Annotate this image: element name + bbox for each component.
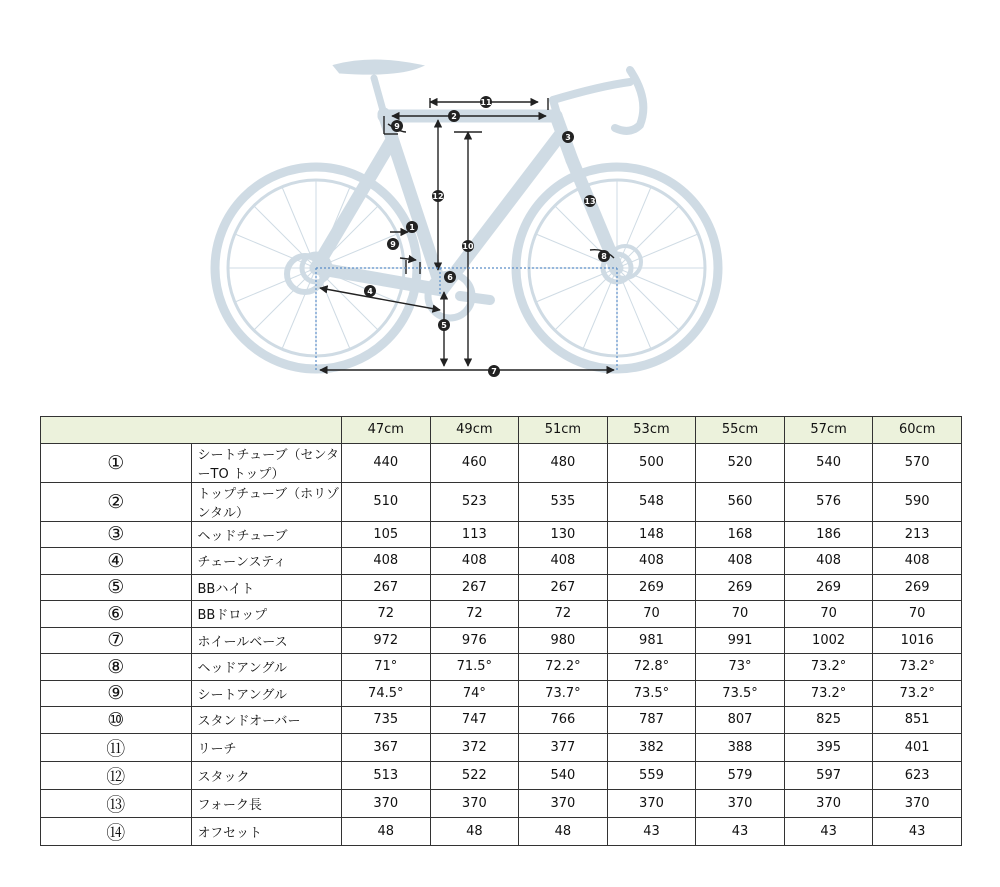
svg-text:11: 11	[480, 98, 492, 107]
table-cell: 440	[342, 443, 431, 482]
table-cell: 408	[519, 548, 608, 575]
table-cell: 48	[430, 817, 519, 845]
row-label: ヘッドアングル	[191, 654, 342, 681]
row-number: ⑨	[41, 680, 192, 707]
header-corner	[41, 417, 342, 444]
table-cell: 73.2°	[873, 680, 962, 707]
size-header: 60cm	[873, 417, 962, 444]
marker-2	[448, 110, 460, 122]
row-label: スタック	[191, 761, 342, 789]
table-cell: 43	[607, 817, 696, 845]
table-cell: 1002	[784, 627, 873, 654]
table-cell: 807	[696, 707, 785, 734]
row-label: オフセット	[191, 817, 342, 845]
svg-text:9: 9	[390, 240, 396, 249]
table-cell: 766	[519, 707, 608, 734]
row-label: チェーンスティ	[191, 548, 342, 575]
row-number: ⑫	[41, 761, 192, 789]
table-cell: 370	[784, 789, 873, 817]
table-cell: 370	[607, 789, 696, 817]
svg-text:12: 12	[432, 192, 444, 201]
table-cell: 168	[696, 521, 785, 548]
table-row	[41, 707, 962, 734]
table-cell: 73.2°	[873, 654, 962, 681]
table-cell: 991	[696, 627, 785, 654]
table-cell: 597	[784, 761, 873, 789]
table-cell: 370	[430, 789, 519, 817]
table-cell: 213	[873, 521, 962, 548]
table-cell: 72	[342, 601, 431, 628]
table-cell: 825	[784, 707, 873, 734]
table-cell: 367	[342, 733, 431, 761]
row-number: ⑥	[41, 601, 192, 628]
row-label: ホイールベース	[191, 627, 342, 654]
table-cell: 480	[519, 443, 608, 482]
table-cell: 269	[784, 574, 873, 601]
geometry-table	[40, 416, 962, 846]
table-row	[41, 817, 962, 845]
row-number: ②	[41, 482, 192, 521]
table-cell: 105	[342, 521, 431, 548]
table-cell: 269	[696, 574, 785, 601]
table-row	[41, 789, 962, 817]
table-cell: 73.5°	[607, 680, 696, 707]
table-cell: 520	[696, 443, 785, 482]
table-cell: 980	[519, 627, 608, 654]
size-header: 49cm	[430, 417, 519, 444]
svg-text:10: 10	[462, 242, 474, 251]
table-row	[41, 574, 962, 601]
table-cell: 71.5°	[430, 654, 519, 681]
table-cell: 74.5°	[342, 680, 431, 707]
table-row	[41, 627, 962, 654]
table-cell: 513	[342, 761, 431, 789]
table-cell: 269	[607, 574, 696, 601]
table-cell: 408	[784, 548, 873, 575]
table-cell: 401	[873, 733, 962, 761]
table-cell: 372	[430, 733, 519, 761]
table-row	[41, 482, 962, 521]
table-cell: 976	[430, 627, 519, 654]
table-cell: 972	[342, 627, 431, 654]
table-cell: 48	[519, 817, 608, 845]
table-cell: 981	[607, 627, 696, 654]
marker-12	[432, 190, 444, 202]
table-cell: 559	[607, 761, 696, 789]
row-label: ヘッドチューブ	[191, 521, 342, 548]
table-cell: 370	[696, 789, 785, 817]
marker-5	[438, 319, 450, 331]
svg-text:8: 8	[601, 252, 607, 261]
row-label: BBドロップ	[191, 601, 342, 628]
marker-7	[488, 365, 500, 377]
header-row	[41, 417, 962, 444]
table-cell: 523	[430, 482, 519, 521]
svg-text:7: 7	[491, 367, 497, 376]
svg-text:9: 9	[394, 122, 400, 131]
marker-4	[364, 285, 376, 297]
table-cell: 72	[430, 601, 519, 628]
table-cell: 148	[607, 521, 696, 548]
table-cell: 70	[784, 601, 873, 628]
row-label: リーチ	[191, 733, 342, 761]
table-cell: 70	[873, 601, 962, 628]
row-number: ⑤	[41, 574, 192, 601]
row-number: ⑬	[41, 789, 192, 817]
table-row	[41, 601, 962, 628]
svg-text:5: 5	[441, 321, 447, 330]
table-cell: 388	[696, 733, 785, 761]
table-cell: 73.2°	[784, 680, 873, 707]
row-number: ⑧	[41, 654, 192, 681]
table-cell: 73°	[696, 654, 785, 681]
table-cell: 590	[873, 482, 962, 521]
size-header: 51cm	[519, 417, 608, 444]
marker-9-bottom	[387, 238, 399, 250]
table-cell: 408	[607, 548, 696, 575]
table-cell: 186	[784, 521, 873, 548]
table-cell: 1016	[873, 627, 962, 654]
table-cell: 48	[342, 817, 431, 845]
table-cell: 560	[696, 482, 785, 521]
size-header: 57cm	[784, 417, 873, 444]
bike-geometry-diagram	[0, 0, 1000, 400]
row-label: トップチューブ（ホリゾンタル）	[191, 482, 342, 521]
bike-silhouette	[215, 61, 718, 369]
table-cell: 113	[430, 521, 519, 548]
row-number: ⑩	[41, 707, 192, 734]
table-cell: 269	[873, 574, 962, 601]
table-cell: 408	[696, 548, 785, 575]
table-row	[41, 548, 962, 575]
table-cell: 510	[342, 482, 431, 521]
marker-11	[480, 96, 492, 108]
table-cell: 267	[430, 574, 519, 601]
table-cell: 408	[873, 548, 962, 575]
table-cell: 500	[607, 443, 696, 482]
row-number: ③	[41, 521, 192, 548]
table-row	[41, 521, 962, 548]
row-number: ⑪	[41, 733, 192, 761]
marker-8	[598, 250, 610, 262]
table-cell: 535	[519, 482, 608, 521]
table-row	[41, 654, 962, 681]
marker-1	[406, 221, 418, 233]
svg-text:13: 13	[584, 197, 596, 206]
table-row	[41, 680, 962, 707]
table-cell: 548	[607, 482, 696, 521]
table-row	[41, 443, 962, 482]
row-label: フォーク長	[191, 789, 342, 817]
table-cell: 460	[430, 443, 519, 482]
table-cell: 370	[342, 789, 431, 817]
table-cell: 43	[696, 817, 785, 845]
table-cell: 395	[784, 733, 873, 761]
size-header: 55cm	[696, 417, 785, 444]
table-cell: 579	[696, 761, 785, 789]
size-header: 53cm	[607, 417, 696, 444]
table-cell: 43	[784, 817, 873, 845]
table-cell: 540	[519, 761, 608, 789]
svg-text:4: 4	[367, 287, 373, 296]
table-cell: 43	[873, 817, 962, 845]
svg-text:1: 1	[409, 223, 415, 232]
row-label: BBハイト	[191, 574, 342, 601]
table-row	[41, 761, 962, 789]
svg-text:6: 6	[447, 273, 453, 282]
seatpost-saddle	[335, 61, 420, 114]
marker-6	[444, 271, 456, 283]
row-label: シートチューブ（センターTO トップ）	[191, 443, 342, 482]
table-cell: 747	[430, 707, 519, 734]
table-cell: 73.7°	[519, 680, 608, 707]
table-cell: 130	[519, 521, 608, 548]
table-cell: 623	[873, 761, 962, 789]
marker-3	[562, 131, 574, 143]
table-cell: 735	[342, 707, 431, 734]
table-cell: 370	[519, 789, 608, 817]
handlebar	[553, 70, 643, 131]
table-cell: 71°	[342, 654, 431, 681]
table-cell: 408	[430, 548, 519, 575]
row-label: スタンドオーバー	[191, 707, 342, 734]
marker-13	[584, 195, 596, 207]
table-cell: 74°	[430, 680, 519, 707]
svg-text:2: 2	[451, 112, 457, 121]
table-cell: 787	[607, 707, 696, 734]
table-cell: 570	[873, 443, 962, 482]
table-cell: 408	[342, 548, 431, 575]
marker-9-top	[391, 120, 403, 132]
table-cell: 370	[873, 789, 962, 817]
table-cell: 576	[784, 482, 873, 521]
table-cell: 72.8°	[607, 654, 696, 681]
size-header: 47cm	[342, 417, 431, 444]
table-row	[41, 733, 962, 761]
row-number: ④	[41, 548, 192, 575]
table-cell: 72.2°	[519, 654, 608, 681]
table-cell: 851	[873, 707, 962, 734]
table-cell: 377	[519, 733, 608, 761]
table-cell: 522	[430, 761, 519, 789]
table-cell: 70	[607, 601, 696, 628]
table-cell: 267	[342, 574, 431, 601]
row-label: シートアングル	[191, 680, 342, 707]
row-number: ⑦	[41, 627, 192, 654]
table-cell: 382	[607, 733, 696, 761]
table-cell: 72	[519, 601, 608, 628]
row-number: ①	[41, 443, 192, 482]
table-cell: 73.2°	[784, 654, 873, 681]
table-cell: 73.5°	[696, 680, 785, 707]
table-cell: 540	[784, 443, 873, 482]
table-cell: 70	[696, 601, 785, 628]
row-number: ⑭	[41, 817, 192, 845]
marker-10	[462, 240, 474, 252]
table-cell: 267	[519, 574, 608, 601]
svg-text:3: 3	[565, 133, 571, 142]
